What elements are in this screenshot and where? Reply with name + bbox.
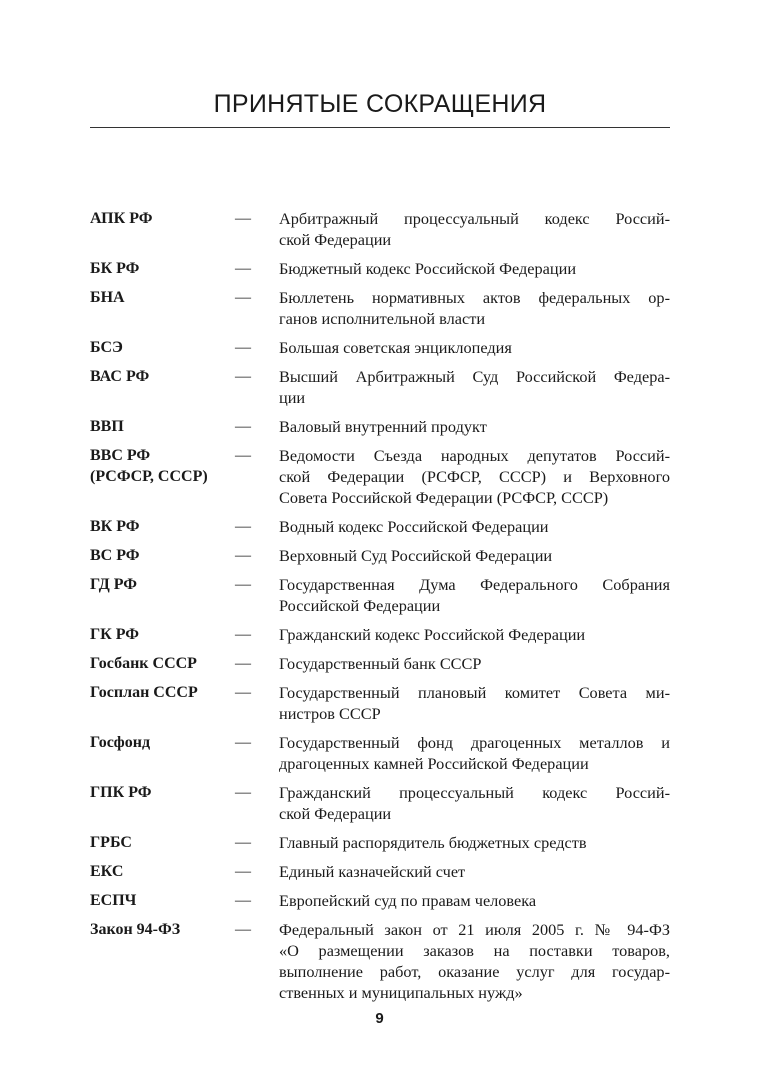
abbreviation-definition — [279, 445, 670, 508]
abbreviation-entry — [90, 919, 670, 1003]
abbreviation-term — [90, 574, 235, 616]
definition-line: Федеральный закон от 21 июля 2005 г. № 94-ФЗ — [279, 920, 670, 939]
definition-line: ственных и муниципальных нужд» — [279, 983, 523, 1002]
abbreviation-term-line: Закон 94-ФЗ — [90, 921, 181, 938]
abbreviation-entry — [90, 445, 670, 508]
abbreviation-definition — [279, 258, 670, 279]
definition-line: Ведомости Съезда народных депутатов Россий- — [279, 446, 670, 465]
em-dash: — — [235, 684, 251, 701]
definition-line: Бюллетень нормативных актов федеральных ор- — [279, 288, 670, 307]
em-dash: — — [235, 784, 251, 801]
abbreviation-entry — [90, 258, 670, 279]
definition-line: нистров СССР — [279, 704, 381, 723]
abbreviation-entry — [90, 732, 670, 774]
abbreviation-definition — [279, 516, 670, 537]
abbreviation-term — [90, 208, 235, 250]
definition-line: Валовый внутренний продукт — [279, 417, 487, 436]
abbreviation-definition — [279, 624, 670, 645]
definition-line: выполнение работ, оказание услуг для государ- — [279, 962, 670, 981]
abbreviation-term — [90, 545, 235, 566]
abbreviation-definition — [279, 782, 670, 824]
abbreviation-term-line: Госфонд — [90, 734, 151, 751]
abbreviation-entry — [90, 832, 670, 853]
abbreviation-term — [90, 890, 235, 911]
abbreviation-entry — [90, 861, 670, 882]
abbreviation-entry — [90, 416, 670, 437]
abbreviation-definition — [279, 682, 670, 724]
abbreviation-term-line: БНА — [90, 289, 125, 306]
abbreviation-term — [90, 624, 235, 645]
abbreviation-term — [90, 516, 235, 537]
abbreviation-term-line: ГД РФ — [90, 576, 138, 593]
abbreviation-term-line: ВВС РФ — [90, 447, 151, 464]
page-title: ПРИНЯТЫЕ СОКРАЩЕНИЯ — [213, 90, 547, 118]
abbreviation-term-line: БСЭ — [90, 339, 123, 356]
abbreviation-term — [90, 653, 235, 674]
abbreviation-entry — [90, 682, 670, 724]
definition-line: Государственный плановый комитет Совета ми- — [279, 683, 670, 702]
definition-line: «О размещении заказов на поставки товаров, — [279, 941, 670, 960]
definition-line: ской Федерации — [279, 230, 392, 249]
abbreviation-term-line: ВАС РФ — [90, 368, 150, 385]
definition-line: Единый казначейский счет — [279, 862, 466, 881]
em-dash: — — [235, 834, 251, 851]
em-dash: — — [235, 921, 251, 938]
abbreviation-definition — [279, 653, 670, 674]
abbreviation-term — [90, 445, 235, 508]
abbreviation-entry — [90, 337, 670, 358]
definition-line: Большая советская энциклопедия — [279, 338, 512, 357]
definition-line: Главный распорядитель бюджетных средств — [279, 833, 587, 852]
abbreviation-definition — [279, 287, 670, 329]
em-dash: — — [235, 368, 251, 385]
em-dash: — — [235, 734, 251, 751]
abbreviation-definition — [279, 574, 670, 616]
abbreviation-term-line: ЕСПЧ — [90, 892, 137, 909]
abbreviation-term — [90, 287, 235, 329]
definition-line: ской Федерации — [279, 804, 392, 823]
definition-line: Российской Федерации — [279, 596, 441, 615]
definition-line: Высший Арбитражный Суд Российской Федера- — [279, 367, 670, 386]
definition-line: Гражданский кодекс Российской Федерации — [279, 625, 586, 644]
abbreviation-entry — [90, 624, 670, 645]
definition-line: ганов исполнительной власти — [279, 309, 486, 328]
definition-line: ской Федерации (РСФСР, СССР) и Верховного — [279, 467, 670, 486]
abbreviation-term-line: ВВП — [90, 418, 124, 435]
abbreviation-entry — [90, 366, 670, 408]
abbreviation-entry — [90, 208, 670, 250]
definition-line: Бюджетный кодекс Российской Федерации — [279, 259, 577, 278]
definition-line: Арбитражный процессуальный кодекс Россий- — [279, 209, 670, 228]
abbreviation-term — [90, 832, 235, 853]
em-dash: — — [235, 210, 251, 227]
abbreviation-term — [90, 258, 235, 279]
abbreviation-term — [90, 682, 235, 724]
abbreviation-term-line: ГПК РФ — [90, 784, 152, 801]
em-dash: — — [235, 339, 251, 356]
em-dash: — — [235, 576, 251, 593]
abbreviation-term — [90, 732, 235, 774]
em-dash: — — [235, 547, 251, 564]
definition-line: драгоценных камней Российской Федерации — [279, 754, 589, 773]
abbreviation-definition — [279, 337, 670, 358]
em-dash: — — [235, 626, 251, 643]
abbreviation-definition — [279, 919, 670, 1003]
abbreviation-definition — [279, 208, 670, 250]
abbreviation-definition — [279, 832, 670, 853]
abbreviation-term-line: ГРБС — [90, 834, 132, 851]
em-dash: — — [235, 863, 251, 880]
definition-line: Верховный Суд Российской Федерации — [279, 546, 553, 565]
abbreviation-term-line: Госбанк СССР — [90, 655, 197, 672]
abbreviation-definition — [279, 416, 670, 437]
abbreviation-term-line: ВС РФ — [90, 547, 140, 564]
abbreviation-definition — [279, 545, 670, 566]
abbreviation-term-line: (РСФСР, СССР) — [90, 468, 208, 485]
abbreviation-entry — [90, 653, 670, 674]
abbreviation-definition — [279, 890, 670, 911]
abbreviation-term — [90, 366, 235, 408]
definition-line: Государственный банк СССР — [279, 654, 482, 673]
title-divider — [90, 127, 670, 128]
abbreviation-term — [90, 782, 235, 824]
definition-line: Совета Российской Федерации (РСФСР, СССР) — [279, 488, 609, 507]
abbreviation-term — [90, 337, 235, 358]
abbreviation-term — [90, 861, 235, 882]
abbreviation-definition — [279, 861, 670, 882]
definition-line: ции — [279, 388, 306, 407]
abbreviation-term — [90, 416, 235, 437]
page-number: 9 — [375, 1010, 384, 1027]
abbreviation-entry — [90, 574, 670, 616]
em-dash: — — [235, 655, 251, 672]
abbreviation-list — [90, 208, 670, 1011]
abbreviation-term-line: ЕКС — [90, 863, 124, 880]
abbreviation-definition — [279, 732, 670, 774]
abbreviation-term — [90, 919, 235, 1003]
abbreviation-entry — [90, 516, 670, 537]
abbreviation-entry — [90, 287, 670, 329]
definition-line: Государственная Дума Федерального Собрания — [279, 575, 670, 594]
abbreviation-entry — [90, 782, 670, 824]
definition-line: Государственный фонд драгоценных металлов и — [279, 733, 670, 752]
abbreviation-term-line: АПК РФ — [90, 210, 153, 227]
abbreviation-entry — [90, 545, 670, 566]
em-dash: — — [235, 892, 251, 909]
em-dash: — — [235, 518, 251, 535]
em-dash: — — [235, 447, 251, 464]
definition-line: Гражданский процессуальный кодекс Россий- — [279, 783, 670, 802]
abbreviation-term-line: ВК РФ — [90, 518, 140, 535]
abbreviation-term-line: ГК РФ — [90, 626, 140, 643]
abbreviation-definition — [279, 366, 670, 408]
em-dash: — — [235, 418, 251, 435]
em-dash: — — [235, 289, 251, 306]
definition-line: Европейский суд по правам человека — [279, 891, 537, 910]
abbreviation-term-line: Госплан СССР — [90, 684, 198, 701]
abbreviation-term-line: БК РФ — [90, 260, 140, 277]
abbreviation-entry — [90, 890, 670, 911]
definition-line: Водный кодекс Российской Федерации — [279, 517, 549, 536]
em-dash: — — [235, 260, 251, 277]
